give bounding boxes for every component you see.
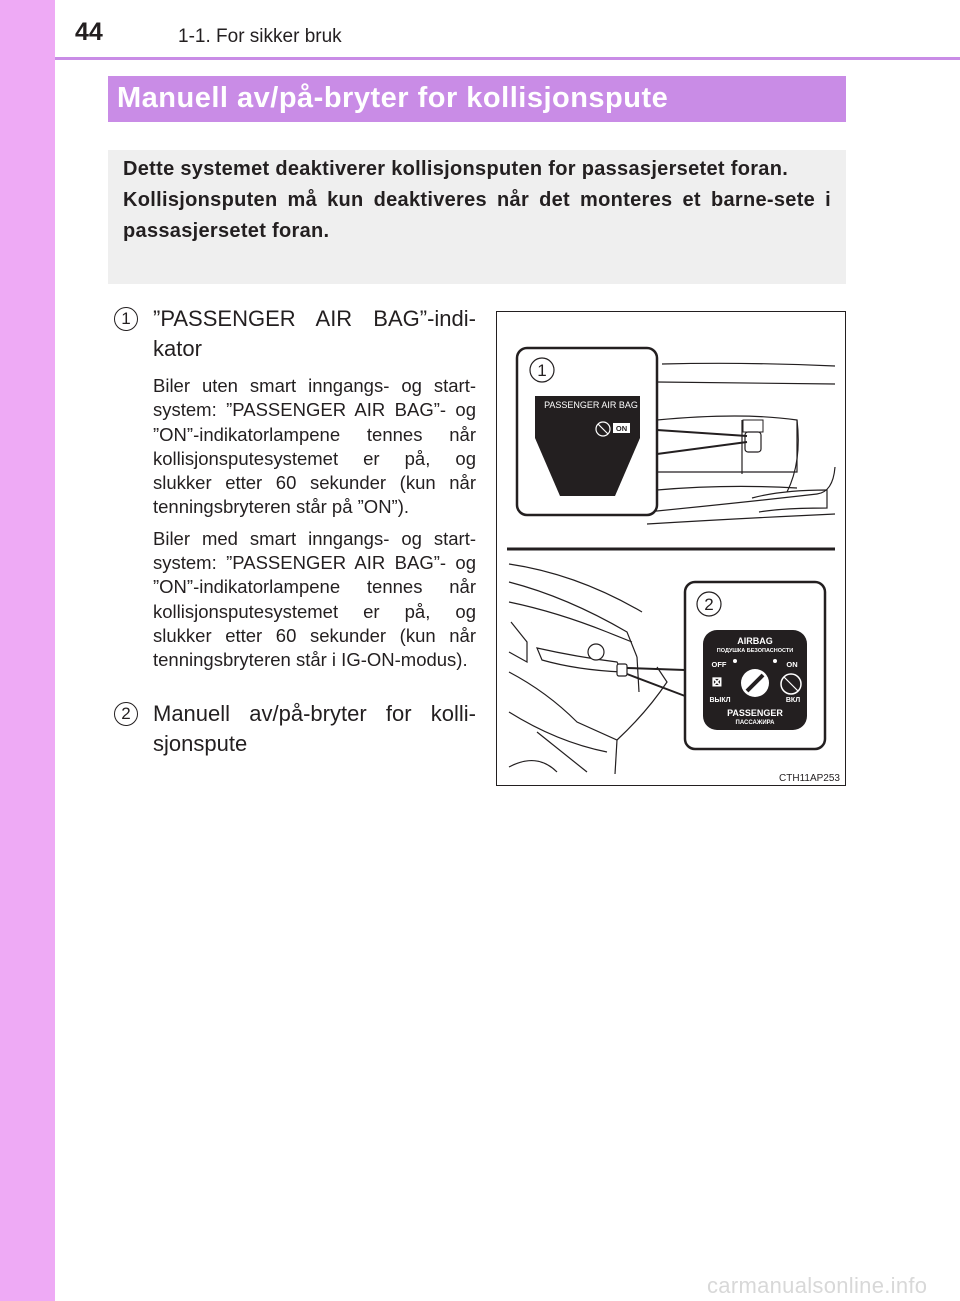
list-item — [114, 699, 476, 759]
switch-passenger-label-ru: ПАССАЖИРА — [735, 720, 775, 726]
intro-box — [108, 150, 846, 284]
item-title: Manuell av/på-bryter for kolli-sjonspute — [153, 701, 476, 756]
watermark: carmanualsonline.info — [707, 1273, 928, 1298]
leader-line-1 — [657, 430, 747, 454]
page-number: 44 — [75, 18, 103, 46]
intro-paragraph: Kollisjonsputen må kun deaktiveres når det monteres et barne-sete i passasjersetet foran. — [123, 189, 831, 242]
item-number-badge: 1 — [114, 307, 138, 331]
airbag-illustration — [497, 312, 847, 787]
switch-passenger-label: PASSENGER — [727, 708, 783, 718]
header-divider — [55, 57, 960, 60]
section-title: Manuell av/på-bryter for kollisjonspute — [108, 76, 846, 122]
switch-title: AIRBAG — [737, 636, 773, 646]
item-title: ”PASSENGER AIR BAG”-indi-kator — [153, 306, 476, 361]
switch-off-label: OFF — [711, 660, 727, 669]
callout-number-1: 1 — [537, 361, 547, 380]
list-item — [114, 304, 476, 673]
figure-code: CTH11AP253 — [779, 773, 840, 784]
dash-switch-slot — [617, 664, 627, 676]
airbag-figure — [496, 311, 846, 786]
side-color-strip — [0, 0, 55, 1301]
indicator-label: PASSENGER AIR BAG — [544, 400, 638, 410]
chapter-title: 1-1. For sikker bruk — [178, 26, 342, 47]
intro-paragraph: Dette systemet deaktiverer kollisjonsputen for passasjersetet foran. — [123, 158, 789, 180]
switch-off-label-ru: ВЫКЛ — [709, 697, 731, 704]
item-number-badge: 2 — [114, 702, 138, 726]
switch-title-ru: ПОДУШКА БЕЗОПАСНОСТИ — [716, 648, 794, 654]
item-paragraph: Biler uten smart inngangs- og start-system: ”PASSENGER AIR BAG”- og ”ON”-indikatorlampene tennes når kollisjonsputesystemet er på, og slukker etter 60 sekunder (kun når tenningsbryteren står på ”ON”). — [153, 375, 476, 518]
dash-knob — [588, 644, 604, 660]
switch-on-label: ON — [786, 660, 798, 669]
leader-line-2 — [627, 668, 685, 696]
airbag-off-icon: ⊠ — [711, 674, 723, 689]
callout-number-2: 2 — [704, 595, 714, 614]
switch-on-label-ru: ВКЛ — [785, 697, 801, 704]
item-paragraph: Biler med smart inngangs- og start-system: ”PASSENGER AIR BAG”- og ”ON”-indikatorlampene tennes når kollisjonsputesystemet er på, og slukker etter 60 sekunder (kun når tenningsbryteren står i IG-ON-modus). — [153, 527, 476, 671]
on-indicator-label: ON — [615, 424, 628, 433]
